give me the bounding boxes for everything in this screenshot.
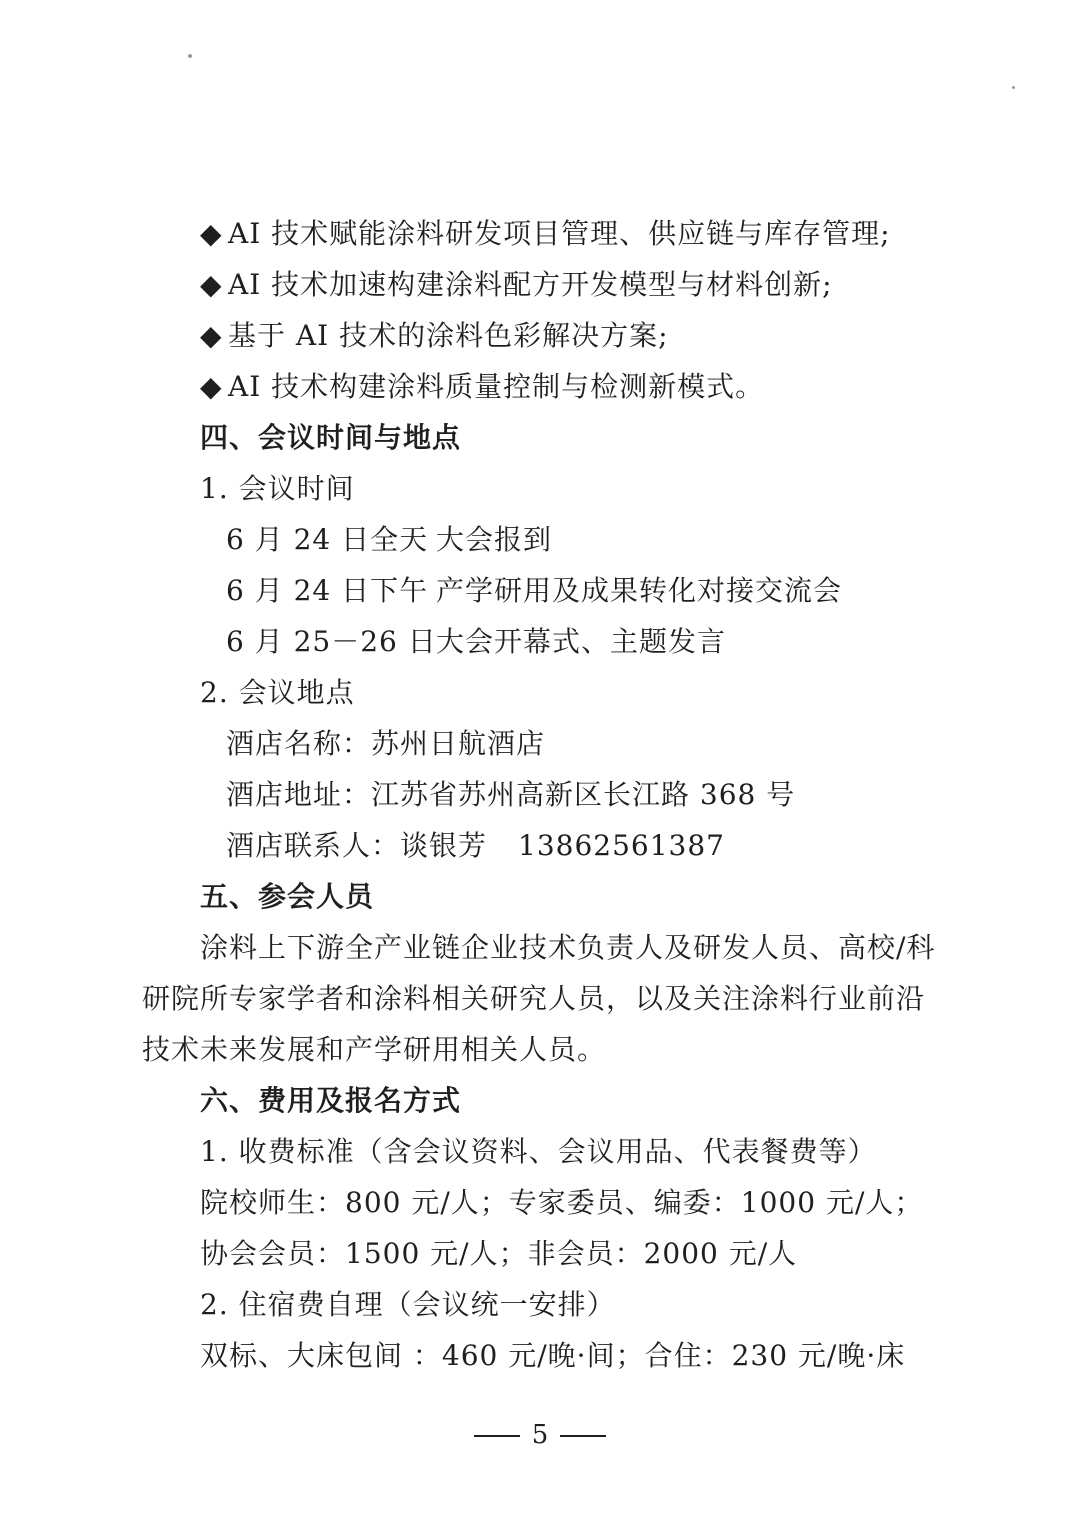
diamond-bullet-icon: ◆ [200, 217, 223, 250]
paragraph-line: 研院所专家学者和涂料相关研究人员，以及关注涂料行业前沿 [142, 982, 926, 1015]
page-number-value: 5 [531, 1420, 549, 1450]
diamond-bullet-icon: ◆ [200, 268, 223, 301]
page-number-dash [560, 1435, 606, 1437]
diamond-bullet-icon: ◆ [200, 370, 223, 403]
bullet-text: AI 技术构建涂料质量控制与检测新模式。 [228, 370, 765, 403]
schedule-event: 大会报到 [436, 523, 553, 556]
bullet-text: 基于 AI 技术的涂料色彩解决方案; [228, 319, 669, 352]
scan-speck [188, 54, 192, 58]
schedule-event: 大会开幕式、主题发言 [436, 625, 727, 658]
paragraph-line: 涂料上下游全产业链企业技术负责人及研发人员、高校/科 [200, 931, 936, 964]
section-heading-6: 六、费用及报名方式 [200, 1084, 462, 1117]
subheading-lodging: 2. 住宿费自理（会议统一安排） [200, 1288, 616, 1321]
subheading-meeting-place: 2. 会议地点 [200, 676, 355, 709]
bullet-text: AI 技术加速构建涂料配方开发模型与材料创新; [228, 268, 833, 301]
section-heading-5: 五、参会人员 [200, 880, 375, 913]
fee-line: 院校师生：800 元/人；专家委员、编委：1000 元/人； [200, 1186, 924, 1219]
schedule-date: 6 月 24 日全天 [226, 523, 429, 556]
schedule-row [226, 624, 726, 660]
bullet-text: AI 技术赋能涂料研发项目管理、供应链与库存管理; [228, 217, 891, 250]
subheading-meeting-time: 1. 会议时间 [200, 472, 355, 505]
fee-line: 协会会员：1500 元/人；非会员：2000 元/人 [200, 1237, 798, 1270]
bullet-item [200, 318, 669, 354]
bullet-item [200, 369, 764, 405]
bullet-item [200, 267, 833, 303]
hotel-address: 酒店地址：江苏省苏州高新区长江路 368 号 [226, 778, 796, 811]
page-number [0, 1418, 1080, 1452]
schedule-row [226, 522, 552, 558]
hotel-name: 酒店名称：苏州日航酒店 [226, 727, 546, 760]
lodging-line: 双标、大床包间 ：460 元/晚·间；合住：230 元/晚·床 [200, 1339, 906, 1372]
schedule-row [226, 573, 842, 609]
hotel-contact-phone: 13862561387 [518, 829, 725, 862]
diamond-bullet-icon: ◆ [200, 319, 223, 352]
schedule-date: 6 月 24 日下午 [226, 574, 429, 607]
subheading-fees: 1. 收费标准（含会议资料、会议用品、代表餐费等） [200, 1135, 877, 1168]
bullet-item [200, 216, 891, 252]
schedule-date: 6 月 25－26 日 [226, 625, 437, 658]
scan-speck [1012, 86, 1015, 89]
section-heading-4: 四、会议时间与地点 [200, 421, 462, 454]
paragraph-line: 技术未来发展和产学研用相关人员。 [142, 1033, 607, 1066]
hotel-contact-label: 酒店联系人：谈银芳 [226, 829, 488, 862]
page-number-dash [474, 1435, 520, 1437]
schedule-event: 产学研用及成果转化对接交流会 [436, 574, 843, 607]
hotel-contact [226, 828, 725, 864]
